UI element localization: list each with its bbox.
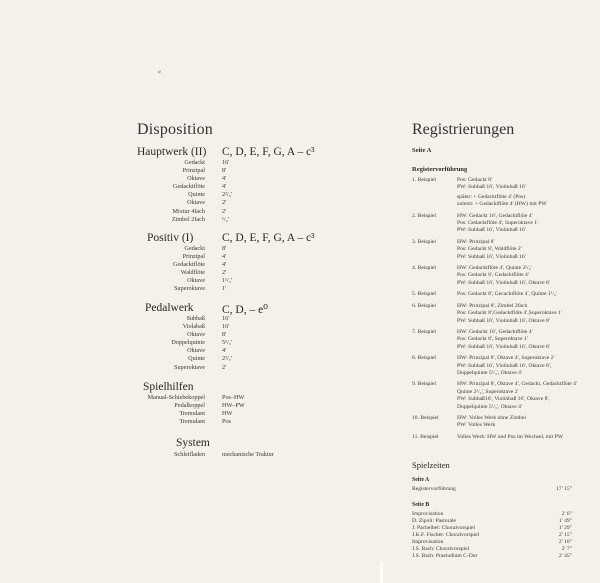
spielzeiten-seite-a-heading: Seite A: [412, 477, 430, 483]
beispiel-line: HW: Prinzipal 8', Oktave 4', Gedackt, Gedacktflöte 4': [457, 381, 577, 388]
beispiel-block: [412, 303, 600, 325]
beispiel-label: 2. Beispiel: [412, 212, 436, 219]
stop-name: Gedacktflöte: [173, 183, 205, 191]
beispiel-line: PW: Subbaß16', Violinbaß 16', Oktave 8',: [457, 396, 550, 403]
spielzeit-duration: 1' 49": [558, 518, 572, 524]
hauptwerk-stop-list: [85, 159, 285, 224]
beispiel-line: HW: Gedackt 16', Gedacktflöte 4': [457, 328, 533, 335]
spielhilfen-list: [85, 394, 285, 426]
stop-value: 8': [222, 167, 227, 175]
stop-value: 4': [222, 261, 227, 269]
beispiel-line: Doppelquinte 5¹/₃', Oktave 4': [457, 369, 522, 376]
beispiel-line: PW: Subbaß 16', Violinbaß 16': [457, 253, 526, 260]
beispiel-label: 10. Beispiel: [412, 414, 439, 421]
registrierungen-title: Registrierungen: [412, 121, 515, 138]
beispiel-line: PW: Subbaß 16', Violinbaß 16': [457, 184, 526, 191]
beispiel-line: Pos: Gedackt 8', Gedacktflöte 4': [457, 272, 529, 279]
beispiel-line: HW: Volles Werk ohne Zimbel: [457, 414, 526, 421]
beispiel-label: 4. Beispiel: [412, 265, 436, 272]
beispiel-block: [412, 239, 600, 261]
beispiel-block: [412, 355, 600, 377]
stop-name: Waldflöte: [180, 269, 205, 277]
spielzeit-row: [412, 525, 572, 532]
stop-row: [85, 347, 285, 355]
stop-value: 2': [222, 269, 227, 277]
beispiel-line: Quinte 2²/₃', Superoktave 2': [457, 388, 519, 395]
stop-value: HW–PW: [222, 402, 245, 410]
stop-value: 4': [222, 347, 227, 355]
stop-row: [85, 364, 285, 372]
spielzeit-row: [412, 486, 572, 493]
registervorfuehrung-heading: Registervorführung: [412, 166, 468, 173]
stop-name: Schleifladen: [174, 451, 205, 458]
stop-row: [85, 355, 285, 363]
spielzeiten-title: Spielzeiten: [412, 460, 450, 470]
beispiel-line: PW: Volles Werk: [457, 422, 496, 429]
stop-value: 2': [222, 199, 227, 207]
beispiel-line: Pos: Gedackt 8', Superoktave 1': [457, 336, 528, 343]
stop-value: HW: [222, 410, 233, 418]
beispiel-line: Pos: Gedackt 8', Gecacktflöte 4', Quinte 1¹/₃': [457, 291, 557, 298]
spielzeit-row: [412, 532, 572, 539]
beispiel-line: PW: Subbaß 16', Violinbaß 16', Oktave 8': [457, 279, 550, 286]
disposition-title: Disposition: [137, 121, 213, 138]
stop-row: [85, 199, 285, 207]
stop-name: Zimbel 2fach: [171, 215, 205, 223]
spielzeit-duration: 2' 45": [558, 553, 572, 559]
stop-name: Gedacktflöte: [173, 261, 205, 269]
stop-row: [85, 167, 285, 175]
beispiel-line: PW: Subbaß 16', Violinbaß 16', Oktave 8': [457, 317, 550, 324]
beispiel-label: 7. Beispiel: [412, 328, 436, 335]
stop-value: Pos: [222, 418, 231, 426]
stop-name: Pedalkoppel: [174, 402, 205, 410]
beispiel-line: HW: Prinzipal 8', Zimbel 2fach: [457, 302, 528, 309]
stop-name: Superoktave: [174, 363, 205, 371]
positiv-range: C, D, E, F, G, A – c³: [222, 232, 315, 244]
seite-a-heading: Seite A: [412, 147, 432, 154]
spielzeit-row: [412, 511, 572, 518]
beispiel-label: 1. Beispiel: [412, 177, 436, 183]
spielzeit-title: J.S. Bach: Choralvorspiel: [412, 546, 470, 552]
beispiel-line: HW: Prinzipal 8', Oktave 4', Superoktave 2': [457, 355, 555, 362]
beispiel-line: HW: Gedackt 16', Gedacktflöte 4': [457, 212, 533, 219]
stop-value: 8': [222, 331, 227, 339]
beispiel-label: 3. Beispiel: [412, 238, 436, 245]
stop-row: [85, 191, 285, 199]
stop-name: Doppelquinte: [171, 339, 205, 347]
beispiel-line: später: + Gedacktflöte 4' (Pos): [457, 193, 526, 200]
stop-value: mechanische Traktur: [222, 451, 274, 458]
beispiel-block: [412, 434, 600, 441]
stop-value: 8': [222, 245, 227, 252]
spielzeit-title: J.K.F. Fischer: Choralvorspiel: [412, 532, 480, 538]
registrierungen-page: [380, 0, 600, 583]
beispiel-block: [412, 291, 600, 298]
stop-value: 2': [222, 363, 227, 371]
stop-row: [85, 253, 285, 261]
stop-value: 2': [222, 207, 227, 215]
stop-value: 4': [222, 183, 227, 191]
beispiel-line: Pos: Gedackt 8', Waldflöte 2': [457, 246, 522, 253]
spielhilfen-heading: Spielhilfen: [143, 381, 194, 393]
stop-name: Oktave: [187, 331, 205, 339]
stop-name: Quinte: [188, 355, 205, 363]
stop-name: Superoktave: [174, 285, 205, 293]
spielzeit-duration: 17' 15": [556, 486, 572, 492]
stop-row: [85, 285, 285, 293]
stop-value: 2²/₃': [222, 191, 232, 199]
beispiel-block: [412, 177, 600, 209]
beispiel-line: Pos: Gedackt 8',Gedacktflöte 4',Superoktave 1': [457, 310, 562, 317]
beispiel-line: Doppelquinte 5¹/₃', Oktave 4': [457, 403, 522, 410]
stop-row: [85, 339, 285, 347]
stop-value: 5¹/₃': [222, 339, 232, 347]
stop-name: Quinte: [188, 191, 205, 199]
beispiel-line: Pos: Gedackt 8': [457, 177, 492, 183]
beispiel-block: [412, 265, 600, 287]
pedalwerk-stop-list: [85, 315, 285, 372]
beispiel-line: HW: Prinzipal 8': [457, 238, 495, 245]
beispiel-label: 8. Beispiel: [412, 355, 436, 362]
beispiel-line: PW: Subbaß 16', Violinbaß 16', Oktave 8',: [457, 362, 552, 369]
stop-name: Prinzipal: [182, 167, 205, 175]
spielzeit-duration: 2' 15": [558, 532, 572, 538]
stop-row: [85, 208, 285, 216]
stop-name: Tremulant: [179, 418, 205, 426]
spielzeit-row: [412, 539, 572, 546]
stop-name: Mixtur 4fach: [172, 207, 205, 215]
stop-row: [85, 451, 285, 459]
stop-row: [85, 323, 285, 331]
beispiel-block: [412, 213, 600, 235]
spielzeit-title: D. Zipoli: Pastorale: [412, 518, 456, 524]
pedalwerk-range: C, D, – e⁰: [222, 304, 268, 316]
beispiel-line: Pos: Gedacktflöte 4', Superoktave 1': [457, 220, 539, 227]
stop-value: 4': [222, 253, 227, 261]
stop-value: 1¹/₃': [222, 277, 232, 285]
stop-row: [85, 331, 285, 339]
stop-name: Oktave: [187, 175, 205, 183]
stop-row: [85, 269, 285, 277]
stop-value: ¹/₂': [222, 215, 229, 223]
stop-value: Pos–HW: [222, 394, 245, 401]
hauptwerk-heading: Hauptwerk (II): [137, 146, 207, 158]
spielzeit-title: Registervorführung: [412, 486, 456, 492]
beispiel-label: 11. Beispiel: [412, 433, 439, 440]
beispiel-label: 9. Beispiel: [412, 381, 436, 388]
stop-row: [85, 402, 285, 410]
spielzeit-title: Improvisation: [412, 539, 444, 545]
system-heading: System: [176, 437, 210, 449]
spielzeit-title: Improvisation: [412, 511, 444, 517]
pedalwerk-heading: Pedalwerk: [145, 302, 194, 314]
stop-value: 4': [222, 175, 227, 183]
stop-value: 16': [222, 159, 230, 166]
beispiel-label: 6. Beispiel: [412, 302, 436, 309]
system-list: [85, 451, 285, 459]
spielzeit-title: J. Pachelbel: Choralvorspiel: [412, 525, 475, 531]
beispiel-line: zuletzt: + Gedacktflöte 4' (HW) mit PW: [457, 201, 547, 208]
beispiele-list: [412, 177, 600, 441]
stop-name: Oktave: [187, 199, 205, 207]
spielzeit-duration: 2' 7": [561, 546, 572, 552]
stop-name: Tremulant: [179, 410, 205, 418]
spielzeit-row: [412, 518, 572, 525]
spielzeiten-seite-b-heading: Seite B: [412, 502, 430, 508]
stop-name: Oktave: [187, 277, 205, 285]
stop-name: Oktave: [187, 347, 205, 355]
spielzeit-duration: 2' 6": [561, 511, 572, 517]
beispiel-block: [412, 415, 600, 430]
hauptwerk-range: C, D, E, F, G, A – c³: [222, 146, 315, 158]
stop-name: Subbaß: [186, 315, 205, 322]
stop-value: 2²/₃': [222, 355, 232, 363]
stop-row: [85, 315, 285, 323]
beispiel-line: PW: Subbaß 16', Violinbaß 16', Oktave 8': [457, 343, 550, 350]
stop-name: Manual-Schiebekoppel: [147, 394, 205, 401]
stop-row: [85, 261, 285, 269]
beispiel-line: HW: Gedacktflöte 4', Quinte 2²/₃': [457, 265, 532, 272]
spielzeit-row: [412, 546, 572, 553]
positiv-heading: Positiv (I): [147, 232, 194, 244]
stop-row: [85, 410, 285, 418]
stop-row: [85, 245, 285, 253]
stop-name: Gedackt: [184, 159, 205, 166]
stop-value: 16': [222, 323, 230, 331]
stop-row: [85, 159, 285, 167]
spielzeit-duration: 1' 29": [558, 525, 572, 531]
stop-value: 1': [222, 285, 227, 293]
stop-row: [85, 277, 285, 285]
stop-row: [85, 183, 285, 191]
stop-row: [85, 175, 285, 183]
beispiel-line: PW: Subbaß 16', Violinbaß 16': [457, 227, 526, 234]
stop-name: Gedackt: [184, 245, 205, 252]
beispiel-label: 5. Beispiel: [412, 291, 436, 298]
beispiel-block: [412, 329, 600, 351]
spielzeit-duration: 2' 10": [558, 539, 572, 545]
stop-name: Violabaß: [182, 323, 205, 331]
beispiel-line: Volles Werk: HW und Pos im Wechsel, mit PW: [457, 433, 564, 440]
positiv-stop-list: [85, 245, 285, 294]
stop-name: Prinzipal: [182, 253, 205, 261]
stop-row: [85, 394, 285, 402]
stop-row: [85, 418, 285, 426]
page-gutter-mark: [380, 562, 383, 583]
spielzeit-title: J.S. Bach: Praeludium C-Dur: [412, 553, 478, 559]
stop-row: [85, 216, 285, 224]
stop-value: 16': [222, 315, 230, 322]
spielzeit-row: [412, 553, 572, 560]
beispiel-block: [412, 381, 600, 411]
